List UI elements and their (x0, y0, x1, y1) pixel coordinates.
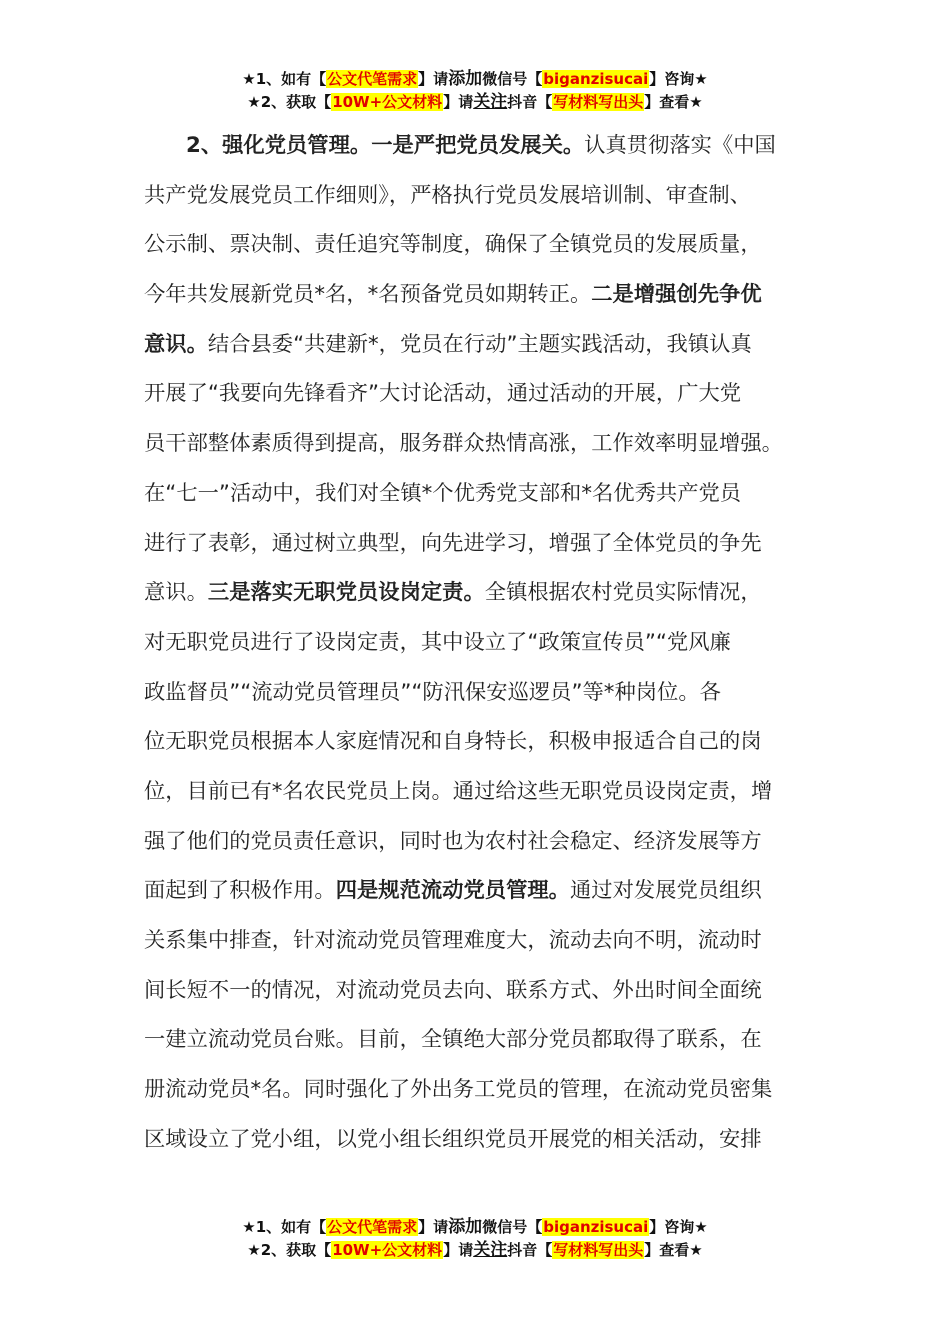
body-text: 共产党发展党员工作细则》，严格执行党员发展培训制、审查制、 (144, 182, 751, 208)
text-line (144, 469, 816, 519)
text-line (144, 767, 816, 817)
notice-text: ★1、如有【 (242, 70, 327, 88)
text-line (144, 817, 816, 867)
notice-text: ★2、获取【 (247, 93, 332, 111)
body-text: 对无职党员进行了设岗定责，其中设立了“政策宣传员”“党风廉 (144, 629, 731, 655)
highlight-label: 公文代笔需求 (327, 1218, 418, 1236)
body-text: 关系集中排查，针对流动党员管理难度大，流动去向不明，流动时 (144, 928, 762, 953)
notice-text: 】查看★ (644, 93, 703, 111)
bold-heading-text: 意识。 (144, 331, 208, 357)
body-text: 认真贯彻落实《中国 (584, 133, 776, 158)
notice-line-2 (0, 1239, 950, 1262)
notice-footer (0, 1216, 950, 1262)
notice-text: 微信号【 (482, 70, 543, 88)
text-line (144, 1115, 816, 1165)
body-text: 结合县委“共建新*，党员在行动”主题实践活动，我镇认真 (207, 331, 752, 357)
emphasis-text: 关注 (473, 1240, 508, 1260)
wechat-id-highlight: biganzisucai (543, 70, 649, 88)
text-line (144, 121, 816, 171)
body-text: 进行了表彰，通过树立典型，向先进学习，增强了全体党员的争先 (144, 530, 762, 556)
text-line (144, 1015, 816, 1065)
notice-line-2 (0, 91, 950, 114)
highlight-label: 10W+公文材料 (332, 93, 443, 111)
highlight-label: 公文代笔需求 (327, 70, 418, 88)
body-text: 通过对发展党员组织 (569, 878, 762, 904)
notice-text: 】请 (418, 70, 449, 88)
bold-heading-text: 二是增强创先争优 (591, 282, 762, 308)
notice-text: 】请 (443, 1241, 474, 1259)
wechat-id-highlight: biganzisucai (543, 1218, 649, 1236)
notice-text: 微信号【 (482, 1218, 543, 1236)
bold-heading-text: 2、强化党员管理。一是严把党员发展关。 (186, 133, 585, 158)
body-text: 今年共发展新党员*名，*名预备党员如期转正。 (144, 282, 592, 308)
douyin-account-highlight: 写材料写出头 (553, 93, 644, 111)
body-text: 员干部整体素质得到提高，服务群众热情高涨，工作效率明显增强。 (144, 431, 783, 457)
highlight-label: 10W+公文材料 (332, 1241, 443, 1259)
body-text: 一建立流动党员台账。目前，全镇绝大部分党员都取得了联系，在 (144, 1027, 762, 1053)
body-text: 位无职党员根据本人家庭情况和自身特长，积极申报适合自己的岗 (144, 729, 762, 755)
body-text: 面起到了积极作用。 (144, 878, 336, 904)
text-line (144, 320, 816, 370)
notice-text: 】请 (443, 93, 474, 111)
body-text: 强了他们的党员责任意识，同时也为农村社会稳定、经济发展等方 (144, 828, 762, 854)
bold-heading-text: 三是落实无职党员设岗定责。 (207, 580, 485, 606)
body-text: 意识。 (144, 580, 208, 606)
body-text: 开展了“我要向先锋看齐”大讨论活动，通过活动的开展，广大党 (144, 381, 742, 407)
text-line (144, 717, 816, 767)
body-text: 在“七一”活动中，我们对全镇*个优秀党支部和*名优秀共产党员 (144, 480, 742, 506)
text-line (144, 916, 816, 966)
douyin-account-highlight: 写材料写出头 (553, 1241, 644, 1259)
text-line (144, 668, 816, 718)
text-line (144, 519, 816, 569)
notice-text: 】咨询★ (649, 1218, 708, 1236)
notice-header (0, 68, 950, 114)
body-text: 册流动党员*名。同时强化了外出务工党员的管理，在流动党员密集 (144, 1077, 773, 1103)
body-text: 政监督员”“流动党员管理员”“防汛保安巡逻员”等*种岗位。各 (144, 679, 721, 705)
emphasis-text: 关注 (473, 92, 508, 112)
notice-text: 抖音【 (507, 93, 553, 111)
notice-text: 】请 (418, 1218, 449, 1236)
text-line (144, 419, 816, 469)
text-line (144, 171, 816, 221)
text-line (144, 866, 816, 916)
text-line (144, 618, 816, 668)
body-text: 公示制、票决制、责任追究等制度，确保了全镇党员的发展质量， (144, 232, 762, 258)
bold-heading-text: 四是规范流动党员管理。 (335, 878, 570, 904)
text-line (144, 1065, 816, 1115)
notice-line-1 (0, 1216, 950, 1239)
document-body (144, 121, 816, 1164)
notice-text: 】咨询★ (649, 70, 708, 88)
text-line (144, 220, 816, 270)
body-text: 位，目前已有*名农民党员上岗。通过给这些无职党员设岗定责，增 (144, 778, 773, 804)
body-text: 全镇根据农村党员实际情况， (484, 580, 762, 606)
text-line (144, 369, 816, 419)
text-line (144, 568, 816, 618)
notice-text: ★2、获取【 (247, 1241, 332, 1259)
emphasis-text: 添加 (448, 1217, 483, 1237)
text-line (144, 270, 816, 320)
notice-text: ★1、如有【 (242, 1218, 327, 1236)
notice-text: 抖音【 (507, 1241, 553, 1259)
emphasis-text: 添加 (448, 69, 483, 89)
notice-text: 】查看★ (644, 1241, 703, 1259)
body-text: 间长短不一的情况，对流动党员去向、联系方式、外出时间全面统 (144, 977, 762, 1003)
notice-line-1 (0, 68, 950, 91)
text-line (144, 966, 816, 1016)
body-text: 区域设立了党小组，以党小组长组织党员开展党的相关活动，安排 (144, 1126, 762, 1152)
